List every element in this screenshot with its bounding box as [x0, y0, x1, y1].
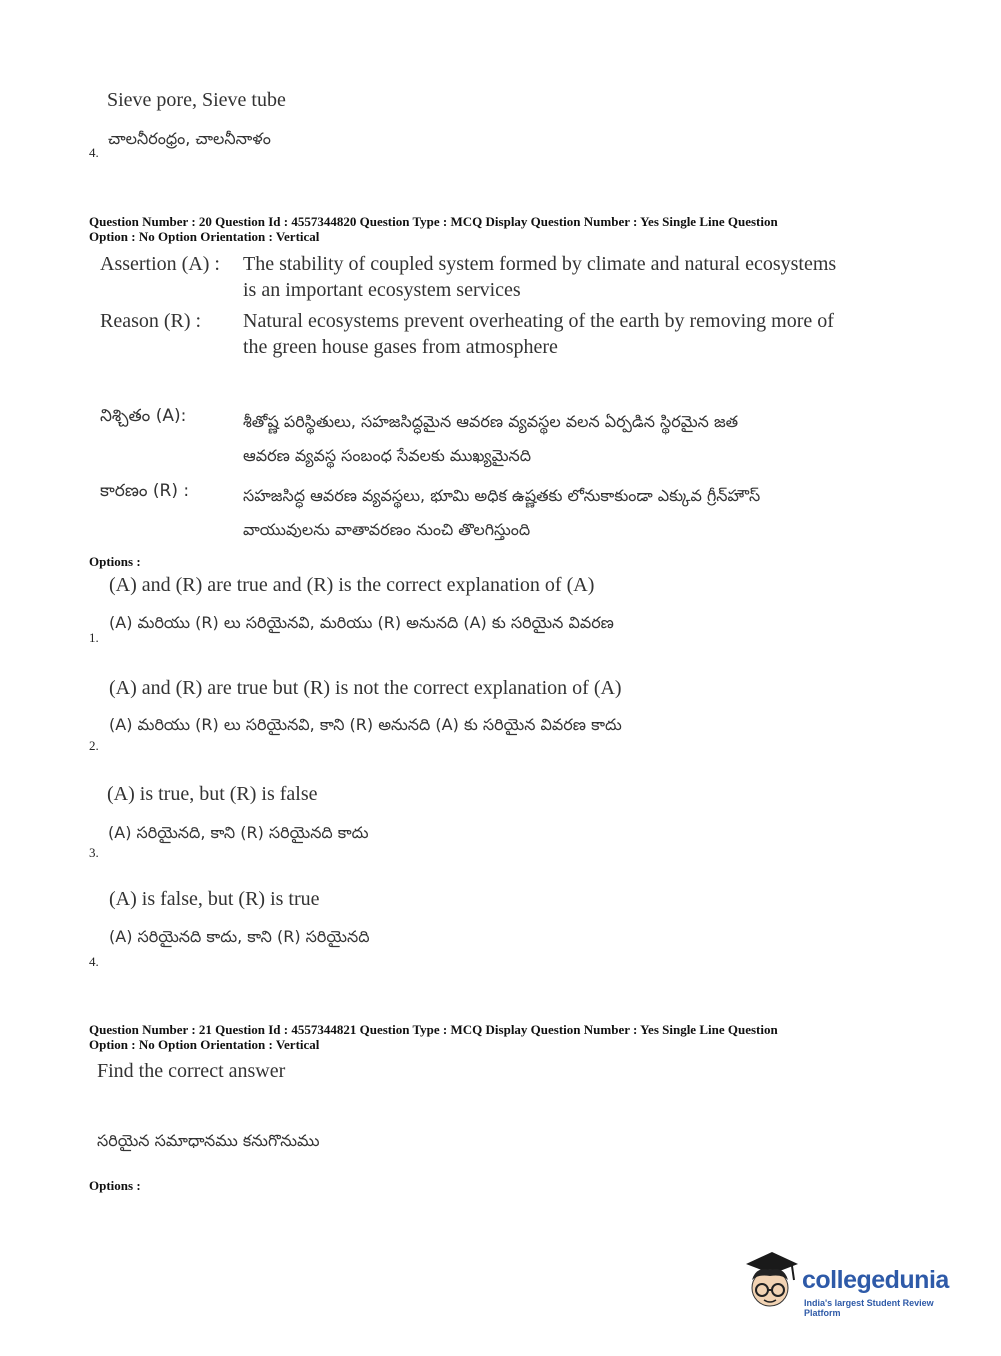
- q21-meta-line2: Option : No Option Orientation : Vertical: [89, 1037, 320, 1052]
- q20-option-1-telugu: (A) మరియు (R) లు సరియైనవి, మరియు (R) అనునది (A) కు సరియైన వివరణ: [109, 613, 614, 632]
- assertion-label: Assertion (A) :: [100, 253, 220, 275]
- prev-option-4-number: 4.: [89, 145, 99, 160]
- q20-options-label: Options :: [89, 554, 141, 569]
- assertion-line-2: is an important ecosystem services: [243, 279, 521, 301]
- te-assertion-text: [243, 405, 883, 473]
- prev-option-4-telugu: చాలనీరంధ్రం, చాలనీనాళం: [108, 129, 271, 148]
- q20-option-1-english: (A) and (R) are true and (R) is the correct explanation of (A): [109, 574, 595, 596]
- te-assertion-line-2: ఆవరణ వ్యవస్థ సంబంధ సేవలకు ముఖ్యమైనది: [243, 446, 532, 465]
- q21-question-telugu: సరియైన సమాధానము కనుగొనుము: [97, 1131, 320, 1150]
- te-reason-line-2: వాయువులను వాతావరణం నుంచి తొలగిస్తుంది: [243, 520, 531, 539]
- q20-meta-line1: Question Number : 20 Question Id : 4557344820 Question Type : MCQ Display Question Number : Yes Single Line Question: [89, 214, 778, 229]
- reason-text: [243, 310, 883, 359]
- te-assertion-label: నిశ్చితం (A):: [100, 406, 187, 426]
- brand-tagline: India's largest Student Review Platform: [804, 1298, 934, 1318]
- assertion-line-1: The stability of coupled system formed by climate and natural ecosystems: [243, 253, 837, 275]
- q20-option-4-english: (A) is false, but (R) is true: [109, 888, 320, 910]
- reason-line-2: the green house gases from atmosphere: [243, 336, 558, 358]
- reason-label: Reason (R) :: [100, 310, 202, 332]
- q21-meta-line1: Question Number : 21 Question Id : 4557344821 Question Type : MCQ Display Question Number : Yes Single Line Question: [89, 1022, 778, 1037]
- q20-meta-line2: Option : No Option Orientation : Vertical: [89, 229, 320, 244]
- prev-option-4-english: Sieve pore, Sieve tube: [107, 89, 286, 111]
- te-reason-line-1: సహజసిద్ధ ఆవరణ వ్యవస్థలు, భూమి అధిక ఉష్ణతకు లోనుకాకుండా ఎక్కువ గ్రీన్‌హౌస్: [243, 486, 761, 505]
- q20-option-3-english: (A) is true, but (R) is false: [107, 783, 318, 805]
- te-reason-text: [243, 479, 883, 547]
- assertion-text: [243, 253, 883, 302]
- student-mascot-icon: [742, 1250, 800, 1312]
- q21-options-label: Options :: [89, 1178, 141, 1193]
- te-reason-label: కారణం (R) :: [100, 481, 190, 501]
- q20-option-3-number[interactable]: 3.: [89, 845, 99, 860]
- collegedunia-watermark: [742, 1250, 972, 1320]
- q20-option-1-number[interactable]: 1.: [89, 630, 99, 645]
- q20-metadata: [89, 214, 919, 244]
- q20-option-4-number[interactable]: 4.: [89, 954, 99, 969]
- q20-option-3-telugu: (A) సరియైనది, కాని (R) సరియైనది కాదు: [108, 823, 369, 842]
- te-assertion-line-1: శీతోష్ణ పరిస్థితులు, సహజసిద్ధమైన ఆవరణ వ్యవస్థల వలన ఏర్పడిన స్థిరమైన జత: [243, 412, 739, 431]
- q20-option-2-number[interactable]: 2.: [89, 738, 99, 753]
- q21-metadata: [89, 1022, 919, 1052]
- q20-option-2-telugu: (A) మరియు (R) లు సరియైనవి, కాని (R) అనునది (A) కు సరియైన వివరణ కాదు: [109, 715, 622, 734]
- brand-name: collegedunia: [802, 1266, 949, 1294]
- q21-question-english: Find the correct answer: [97, 1060, 286, 1082]
- q20-option-4-telugu: (A) సరియైనది కాదు, కాని (R) సరియైనది: [109, 927, 370, 946]
- reason-line-1: Natural ecosystems prevent overheating of the earth by removing more of: [243, 310, 834, 332]
- q20-option-2-english: (A) and (R) are true but (R) is not the correct explanation of (A): [109, 677, 622, 699]
